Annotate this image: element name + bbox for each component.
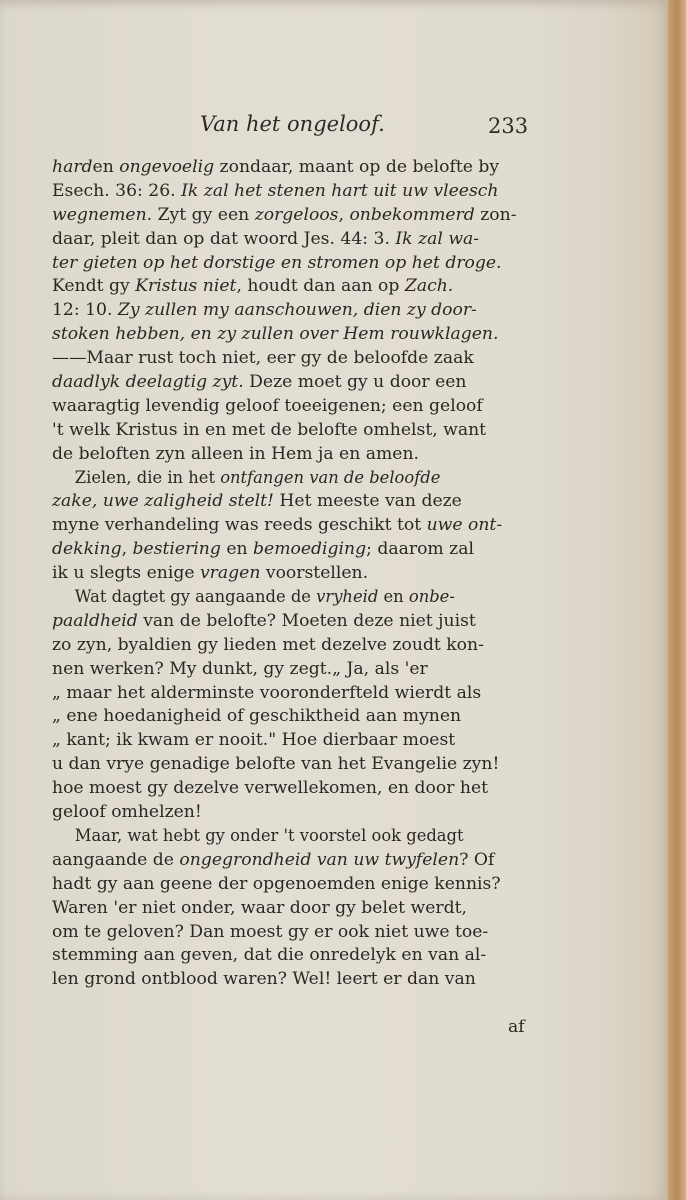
text-line — [52, 395, 532, 419]
text-segment: Zyt gy een — [152, 204, 255, 225]
italic-segment: bestiering — [132, 539, 221, 560]
text-line — [52, 610, 532, 634]
text-segment: 12: 10. — [52, 300, 118, 321]
text-segment: ; daarom zal — [366, 539, 474, 560]
text-line — [52, 777, 532, 801]
text-segment: „ ene hoedanigheid of geschiktheid aan mynen — [52, 706, 462, 727]
text-segment: aangaande de — [52, 849, 180, 870]
text-segment: u dan vrye genadige belofte van het Evangelie zyn! — [52, 754, 500, 775]
text-line — [52, 897, 532, 921]
text-line — [52, 705, 532, 729]
italic-segment: uwe ont- — [426, 515, 503, 536]
italic-segment: Ik zal wa- — [395, 228, 480, 249]
page-edge — [668, 0, 686, 1200]
text-segment: van de belofte? Moeten deze niet juist — [137, 610, 476, 631]
text-segment: Esech. 36: 26. — [52, 180, 182, 201]
page-stain — [605, 0, 668, 1200]
italic-segment: Kristus niet — [135, 276, 237, 297]
text-line — [52, 801, 532, 825]
page-number: 233 — [488, 114, 529, 138]
text-segment: Het meeste van deze — [273, 491, 462, 512]
text-line — [52, 849, 532, 873]
text-segment: zondaar, maant op de belofte by — [214, 157, 500, 177]
italic-segment: wegnemen. — [52, 204, 153, 225]
text-segment: , houdt dan aan op — [236, 276, 405, 297]
italic-segment: daadlyk deelagtig zyt. — [52, 372, 244, 393]
text-line — [52, 873, 532, 897]
text-line — [52, 514, 532, 538]
text-line — [52, 562, 532, 586]
text-line — [52, 323, 532, 347]
text-segment: en — [92, 157, 120, 177]
text-segment: ? Of — [459, 849, 495, 870]
text-line — [52, 204, 532, 228]
text-line — [52, 944, 532, 968]
text-segment: geloof omhelzen! — [52, 802, 202, 823]
text-segment: myne verhandeling was reeds geschikt tot — [52, 515, 427, 536]
text-line — [52, 156, 532, 180]
text-segment: stemming aan geven, dat die onredelyk en van al- — [52, 945, 487, 966]
italic-segment: hard — [52, 157, 93, 177]
text-line — [52, 275, 532, 299]
text-line — [52, 658, 532, 682]
text-line — [52, 825, 508, 849]
body-text — [52, 156, 532, 992]
catchword: af — [508, 1017, 525, 1037]
italic-segment: onbekommerd — [349, 204, 475, 225]
text-segment: zon- — [474, 204, 517, 225]
text-segment: ——Maar rust toch niet, eer gy de beloofde zaak — [52, 348, 474, 369]
text-line — [52, 443, 532, 467]
text-line — [52, 371, 532, 395]
text-segment: ik u slegts enige — [52, 563, 200, 584]
italic-segment: Zy zullen my aanschouwen, dien zy door- — [117, 300, 477, 321]
text-segment: en — [378, 587, 409, 608]
running-head: Van het ongeloof. — [200, 112, 385, 136]
page-header — [0, 112, 668, 148]
text-line — [52, 682, 532, 706]
text-line — [52, 252, 532, 276]
italic-segment: ter gieten op het dorstige en stromen op het droge. — [52, 252, 502, 273]
text-segment: hadt gy aan geene der opgenoemden enige kennis? — [52, 873, 501, 894]
text-segment: len grond ontblood waren? Wel! leert er dan van — [52, 969, 476, 990]
text-line — [52, 634, 532, 658]
text-segment: Zielen, die in het — [74, 467, 221, 488]
italic-segment: onbe- — [408, 587, 455, 608]
text-line — [52, 729, 532, 753]
text-segment: Maar, wat hebt gy onder 't voorstel ook gedagt — [74, 825, 464, 846]
text-line — [52, 538, 532, 562]
text-line — [52, 490, 532, 514]
italic-segment: zake, uwe zaligheid stelt! — [52, 491, 274, 512]
text-segment: Kendt gy — [52, 276, 136, 297]
italic-segment: Zach. — [404, 276, 454, 297]
text-line — [52, 299, 532, 323]
text-segment: waaragtig levendig geloof toeeigenen; een geloof — [52, 395, 483, 416]
italic-segment: stoken hebben, en zy zullen over Hem rouwklagen. — [52, 324, 499, 345]
italic-segment: vragen — [199, 563, 261, 584]
italic-segment: ongegrondheid van uw twyfelen — [179, 849, 460, 870]
text-line — [52, 467, 508, 491]
text-line — [52, 347, 532, 371]
text-segment: hoe moest gy dezelve verwellekomen, en door het — [52, 778, 489, 799]
italic-segment: zorgeloos — [254, 204, 339, 225]
italic-segment: paaldheid — [52, 610, 138, 631]
text-line — [52, 586, 508, 610]
text-segment: daar, pleit dan op dat woord Jes. 44: 3. — [52, 228, 396, 249]
italic-segment: ontfangen van de beloofde — [220, 467, 441, 488]
text-segment: „ maar het alderminste vooronderfteld wierdt als — [52, 682, 482, 703]
text-segment: Waren 'er niet onder, waar door gy belet werdt, — [52, 897, 467, 918]
text-segment: de beloften zyn alleen in Hem ja en amen. — [52, 443, 419, 464]
text-segment: zo zyn, byaldien gy lieden met dezelve zoudt kon- — [52, 634, 484, 655]
text-line — [52, 753, 532, 777]
text-line — [52, 419, 532, 443]
text-segment: voorstellen. — [260, 563, 369, 584]
text-line — [52, 180, 532, 204]
text-segment: „ kant; ik kwam er nooit." Hoe dierbaar moest — [52, 730, 456, 751]
text-segment: en — [220, 539, 254, 560]
italic-segment: vryheid — [316, 587, 379, 608]
text-line — [52, 921, 532, 945]
italic-segment: Ik zal het stenen hart uit uw vleesch — [181, 180, 499, 201]
text-segment: Deze moet gy u door een — [243, 372, 467, 393]
text-line — [52, 228, 532, 252]
italic-segment: ongevoelig — [119, 157, 215, 177]
text-line — [52, 968, 532, 992]
text-segment: Wat dagtet gy aangaande de — [74, 587, 317, 608]
italic-segment: dekking — [52, 539, 122, 560]
text-segment: , — [338, 204, 350, 225]
text-segment: nen werken? My dunkt, gy zegt.„ Ja, als 'er — [52, 658, 428, 679]
italic-segment: bemoediging — [253, 539, 367, 560]
text-segment: 't welk Kristus in en met de belofte omhelst, want — [52, 419, 487, 440]
text-segment: , — [121, 539, 133, 560]
text-segment: om te geloven? Dan moest gy er ook niet uwe toe- — [52, 921, 489, 942]
